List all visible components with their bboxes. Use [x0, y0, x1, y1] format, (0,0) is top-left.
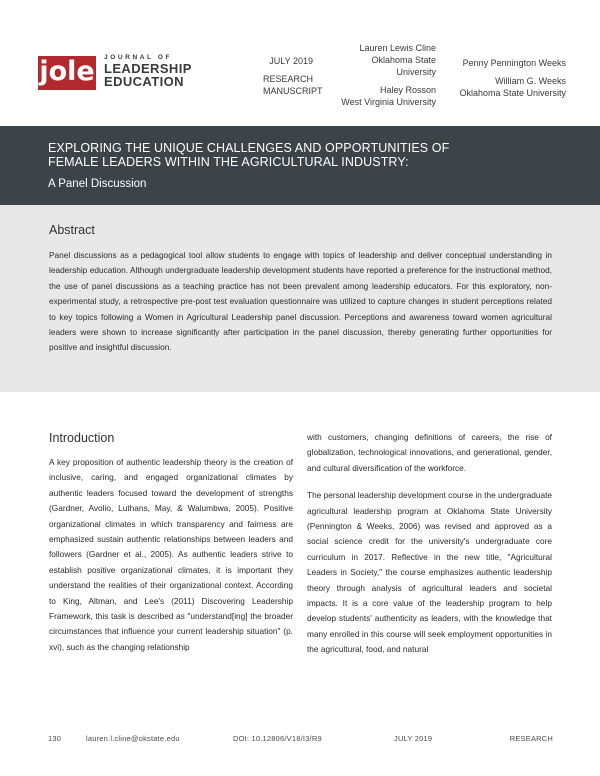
author-2-affiliation: West Virginia University	[341, 97, 436, 107]
journal-logo	[38, 52, 196, 92]
article-type-line2: MANUSCRIPT	[263, 86, 323, 96]
footer-email: lauren.l.cline@okstate.edu	[86, 734, 180, 743]
journal-name	[104, 54, 192, 88]
footer-section: RESEARCH	[509, 734, 553, 743]
author-1-affiliation-line1: Oklahoma State	[371, 55, 436, 65]
title-band	[0, 126, 600, 205]
article-type-line1: RESEARCH	[263, 74, 314, 84]
footer-date: JULY 2019	[394, 734, 433, 743]
abstract-heading: Abstract	[49, 223, 95, 237]
author-2	[328, 84, 436, 108]
jole-logo-mark: jole	[38, 56, 96, 90]
abstract-section	[0, 205, 600, 392]
author-1-affiliation-line2: University	[396, 67, 436, 77]
intro-paragraph-right-1: with customers, changing definitions of careers, the rise of globalization, technological innovations, and generational, gender, and cultural diversification of the workforce.	[307, 432, 552, 473]
author-1	[328, 42, 436, 78]
left-column	[49, 455, 293, 655]
author-3-4-affiliation: Oklahoma State University	[459, 88, 566, 98]
author-4-name: William G. Weeks	[495, 76, 566, 86]
article-subtitle: A Panel Discussion	[48, 178, 147, 190]
author-3-name: Penny Pennington Weeks	[462, 58, 566, 68]
footer-page-number: 130	[48, 734, 62, 743]
intro-paragraph-right-2: The personal leadership development course in the undergraduate agricultural leadership program at Oklahoma State University (Pennington & Weeks, 2006) was revised and approved as a social science credit for the university's undergraduate core curriculum in 2017. Reflective in the new title, "Agricultural Leaders in Society," the course emphasizes authentic leadership theory through analysis of agricultural leaders and societal impacts. It is a core value of the leadership program to help develop students' authenticity as leaders, with the knowledge that many enrolled in this course will seek employment opportunities in the agricultural, food, and natural	[307, 490, 552, 655]
author-2-name: Haley Rosson	[379, 85, 436, 95]
article-title: EXPLORING THE UNIQUE CHALLENGES AND OPPORTUNITIES OF FEMALE LEADERS WITHIN THE AGRICULTURAL INDUSTRY:	[48, 141, 450, 169]
journal-name-line2: LEADERSHIP	[104, 61, 192, 76]
introduction-heading: Introduction	[49, 431, 115, 445]
abstract-body: Panel discussions as a pedagogical tool allow students to engage with topics of leadership and deliver conceptual understanding in leadership education. Although undergraduate leadership development students have reported a preference for the instructional method, the use of panel discussions as a teaching practice has not been prevalent among leadership educators. For this exploratory, non-experimental study, a retrospective pre-post test evaluation questionnaire was utilized to capture changes in student perceptions related to key topics following a Women in Agricultural Leadership panel discussion. Perceptions and awareness toward women agricultural leaders were shown to increase significantly after participation in the panel discussion, thereby generating further opportunities for positive and insightful discussion.	[49, 250, 552, 353]
footer-doi: DOI: 10.12806/V18/I3/R9	[233, 734, 322, 743]
authors-3-4	[446, 57, 566, 99]
issue-date: JULY 2019	[269, 56, 313, 66]
issue-info	[263, 55, 323, 97]
intro-paragraph-left: A key proposition of authentic leadership theory is the creation of inclusive, caring, and engaged organizational climates by authentic leaders focused toward the development of strengths (Gardner, Avolio, Luthans, May, & Walumbwa, 2005). Positive organizational climates in which transparency and fairness are emphasized sustain authentic relationships between leaders and followers (Gardner et al., 2005). As authentic leaders strive to establish positive organizational climates, it is important they understand the realities of their organizational context. According to King, Altman, and Lee's (2011) Discovering Leadership Framework, this task is described as "understand[ing] the broader circumstances that influence your current leadership situation" (p. xvi), such as the changing relationship	[49, 457, 293, 652]
right-column	[307, 430, 552, 658]
journal-name-line3: EDUCATION	[104, 74, 184, 89]
journal-name-line1: JOURNAL OF	[104, 54, 173, 61]
author-1-name: Lauren Lewis Cline	[359, 43, 436, 53]
